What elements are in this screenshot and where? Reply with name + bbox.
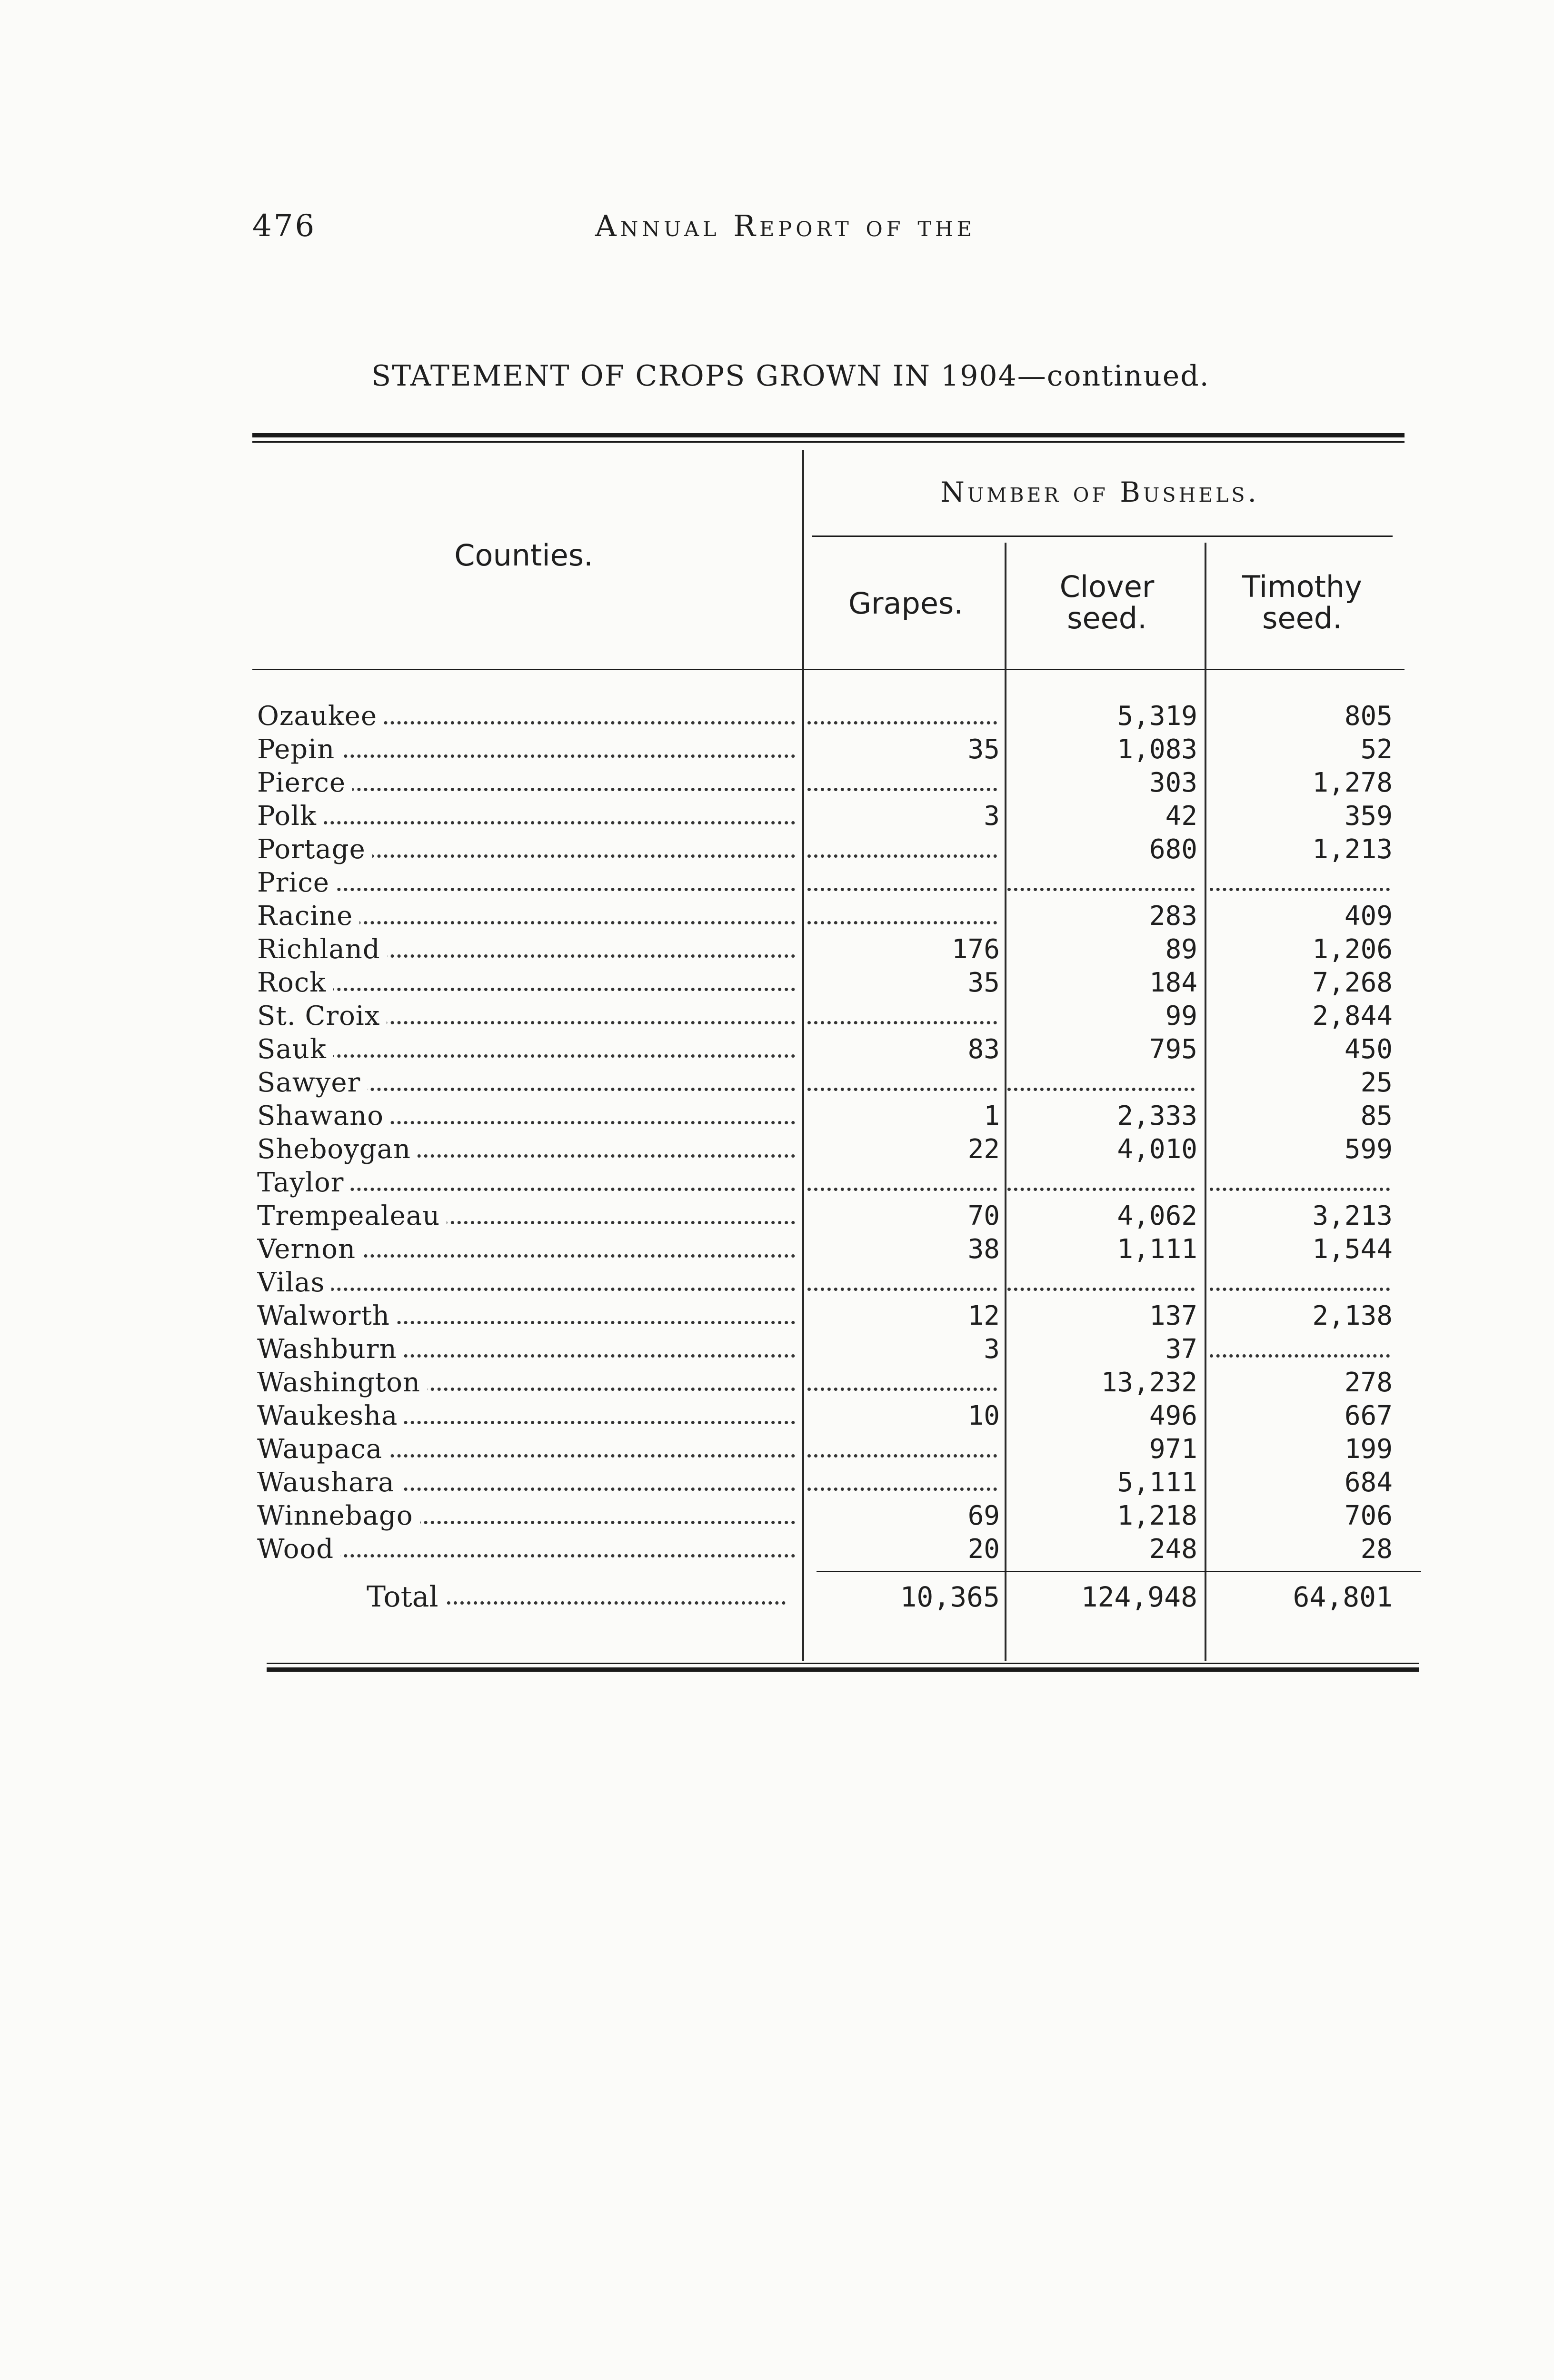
grapes-cell	[805, 900, 1000, 933]
header-number-of-bushels: Number of Bushels.	[940, 476, 1259, 508]
timothy-cell: 409	[1344, 901, 1393, 932]
timothy-cell: 706	[1344, 1500, 1393, 1531]
county-name: Waushara	[257, 1467, 401, 1498]
county-cell	[257, 1066, 800, 1100]
header-clover-seed	[1007, 571, 1207, 634]
empty-cell-leader	[1007, 1188, 1195, 1191]
grapes-cell: 69	[967, 1500, 1000, 1531]
grapes-cell	[805, 1433, 1000, 1466]
timothy-cell: 199	[1344, 1434, 1393, 1465]
county-cell	[257, 1299, 800, 1333]
clover-cell: 303	[1149, 767, 1197, 798]
table-row	[257, 700, 1424, 733]
clover-cell: 5,111	[1117, 1467, 1197, 1498]
grapes-cell	[805, 866, 1000, 900]
timothy-cell	[1207, 1166, 1393, 1200]
county-name: Washburn	[257, 1334, 404, 1365]
grapes-cell: 176	[951, 934, 1000, 965]
county-name: Taylor	[257, 1167, 350, 1198]
timothy-cell: 52	[1360, 734, 1393, 765]
timothy-cell: 359	[1344, 801, 1393, 832]
timothy-cell: 684	[1344, 1467, 1393, 1498]
timothy-cell: 28	[1360, 1534, 1393, 1565]
header-timothy-seed	[1207, 571, 1397, 634]
header-timothy-line1: Timothy	[1242, 569, 1362, 604]
grapes-cell: 1	[984, 1101, 1000, 1131]
county-name: Richland	[257, 934, 387, 965]
table-title: STATEMENT OF CROPS GROWN IN 1904—continued.	[371, 359, 1210, 393]
header-grapes: Grapes.	[848, 586, 964, 621]
county-cell	[257, 733, 800, 766]
county-cell	[257, 833, 800, 866]
table-row	[257, 1100, 1424, 1133]
grapes-cell	[805, 1066, 1000, 1100]
empty-cell-leader	[807, 1188, 997, 1191]
empty-cell-leader	[1210, 1288, 1390, 1291]
top-rule-thin	[252, 441, 1405, 443]
county-cell	[257, 1466, 800, 1499]
county-name: Price	[257, 867, 336, 898]
clover-cell: 795	[1149, 1034, 1197, 1065]
clover-cell: 1,111	[1117, 1234, 1197, 1265]
county-name: Racine	[257, 901, 359, 932]
timothy-cell: 2,138	[1312, 1300, 1393, 1331]
timothy-cell: 599	[1344, 1134, 1393, 1165]
empty-cell-leader	[1210, 1354, 1390, 1358]
clover-cell: 184	[1149, 967, 1197, 998]
county-name: Vilas	[257, 1267, 331, 1298]
timothy-cell: 25	[1360, 1067, 1393, 1098]
timothy-cell	[1207, 1333, 1393, 1366]
clover-cell: 4,010	[1117, 1134, 1197, 1165]
empty-cell-leader	[807, 1088, 997, 1091]
county-name: Vernon	[257, 1234, 362, 1265]
grapes-cell	[805, 1266, 1000, 1299]
county-cell	[257, 1399, 800, 1433]
timothy-cell: 1,206	[1312, 934, 1393, 965]
empty-cell-leader	[807, 788, 997, 791]
grapes-cell: 70	[967, 1200, 1000, 1231]
timothy-cell: 1,544	[1312, 1234, 1393, 1265]
county-cell	[257, 1366, 800, 1399]
grapes-cell: 35	[967, 734, 1000, 765]
table-row	[257, 1399, 1424, 1433]
county-cell	[257, 1100, 800, 1133]
table-row	[257, 1033, 1424, 1066]
clover-cell: 1,218	[1117, 1500, 1197, 1531]
clover-cell: 13,232	[1101, 1367, 1197, 1398]
county-cell	[257, 1166, 800, 1200]
table-row	[257, 1066, 1424, 1100]
county-cell	[257, 1033, 800, 1066]
county-name: Polk	[257, 801, 323, 832]
table-row	[257, 966, 1424, 1000]
table-row	[257, 1233, 1424, 1266]
table-row	[257, 866, 1424, 900]
total-label-cell	[367, 1578, 795, 1616]
table-row	[257, 1433, 1424, 1466]
grapes-cell: 35	[967, 967, 1000, 998]
county-cell	[257, 966, 800, 1000]
county-cell	[257, 866, 800, 900]
page-number: 476	[252, 208, 317, 244]
table-row	[257, 1266, 1424, 1299]
clover-cell	[1005, 1066, 1197, 1100]
timothy-cell: 7,268	[1312, 967, 1393, 998]
total-row	[257, 1578, 1424, 1616]
grapes-cell	[805, 700, 1000, 733]
table-row	[257, 1299, 1424, 1333]
table-row	[257, 933, 1424, 966]
empty-cell-leader	[1210, 1188, 1390, 1191]
empty-cell-leader	[807, 921, 997, 924]
total-timothy: 64,801	[1293, 1581, 1393, 1613]
total-rule	[817, 1571, 1421, 1572]
header-timothy-line2: seed.	[1262, 601, 1342, 635]
table-row	[257, 1200, 1424, 1233]
timothy-cell: 667	[1344, 1400, 1393, 1431]
county-cell	[257, 766, 800, 800]
clover-cell: 4,062	[1117, 1200, 1197, 1231]
empty-cell-leader	[807, 1454, 997, 1458]
grapes-cell	[805, 1166, 1000, 1200]
table-row	[257, 1533, 1424, 1566]
timothy-cell: 3,213	[1312, 1200, 1393, 1231]
clover-cell	[1005, 1266, 1197, 1299]
clover-cell	[1005, 1166, 1197, 1200]
grapes-cell	[805, 1000, 1000, 1033]
county-name: Portage	[257, 834, 372, 865]
county-name: Wood	[257, 1534, 340, 1565]
grapes-cell: 38	[967, 1234, 1000, 1265]
county-cell	[257, 1499, 800, 1533]
empty-cell-leader	[807, 888, 997, 891]
grapes-cell	[805, 1366, 1000, 1399]
header-clover-line2: seed.	[1067, 601, 1147, 635]
empty-cell-leader	[807, 854, 997, 858]
county-name: Rock	[257, 967, 333, 998]
header-counties: Counties.	[454, 538, 593, 573]
table-row	[257, 1133, 1424, 1166]
total-grapes: 10,365	[900, 1581, 1000, 1613]
county-cell	[257, 1533, 800, 1566]
table-row	[257, 833, 1424, 866]
timothy-cell	[1207, 866, 1393, 900]
timothy-cell: 805	[1344, 701, 1393, 732]
county-cell	[257, 1133, 800, 1166]
header-group-rule	[812, 536, 1393, 537]
empty-cell-leader	[807, 1388, 997, 1391]
top-rule-thick	[252, 433, 1405, 437]
timothy-cell: 1,213	[1312, 834, 1393, 865]
county-name: Ozaukee	[257, 701, 384, 732]
bottom-rule-thick	[267, 1667, 1419, 1672]
county-name: Sauk	[257, 1034, 333, 1065]
grapes-cell: 10	[967, 1400, 1000, 1431]
grapes-cell	[805, 766, 1000, 800]
county-name: Walworth	[257, 1300, 397, 1331]
clover-cell: 248	[1149, 1534, 1197, 1565]
bottom-rule-thin	[267, 1663, 1419, 1664]
header-clover-line1: Clover	[1059, 569, 1155, 604]
grapes-cell: 20	[967, 1534, 1000, 1565]
grapes-cell: 3	[984, 1334, 1000, 1365]
grapes-cell	[805, 1466, 1000, 1499]
table-row	[257, 1333, 1424, 1366]
timothy-cell	[1207, 1266, 1393, 1299]
clover-cell: 42	[1165, 801, 1197, 832]
table-row	[257, 1166, 1424, 1200]
timothy-cell: 2,844	[1312, 1001, 1393, 1031]
total-label: Total	[367, 1580, 446, 1614]
county-name: Waukesha	[257, 1400, 404, 1431]
clover-cell	[1005, 866, 1197, 900]
empty-cell-leader	[807, 1288, 997, 1291]
empty-cell-leader	[1007, 1088, 1195, 1091]
county-name: Pepin	[257, 734, 341, 765]
clover-cell: 137	[1149, 1300, 1197, 1331]
table-row	[257, 766, 1424, 800]
county-name: Sheboygan	[257, 1134, 418, 1165]
county-cell	[257, 1200, 800, 1233]
clover-cell: 2,333	[1117, 1101, 1197, 1131]
county-cell	[257, 900, 800, 933]
table-row	[257, 800, 1424, 833]
clover-cell: 89	[1165, 934, 1197, 965]
county-name: Sawyer	[257, 1067, 367, 1098]
empty-cell-leader	[1210, 888, 1390, 891]
empty-cell-leader	[1007, 1288, 1195, 1291]
county-name: Shawano	[257, 1101, 390, 1131]
clover-cell: 283	[1149, 901, 1197, 932]
clover-cell: 99	[1165, 1001, 1197, 1031]
table-row	[257, 1000, 1424, 1033]
timothy-cell: 85	[1360, 1101, 1393, 1131]
county-name: Pierce	[257, 767, 352, 798]
county-name: St. Croix	[257, 1001, 387, 1031]
county-name: Trempealeau	[257, 1200, 447, 1231]
clover-cell: 37	[1165, 1334, 1197, 1365]
empty-cell-leader	[807, 1021, 997, 1024]
clover-cell: 5,319	[1117, 701, 1197, 732]
county-rows	[257, 700, 1424, 1566]
clover-cell: 680	[1149, 834, 1197, 865]
county-name: Waupaca	[257, 1434, 389, 1465]
county-cell	[257, 700, 800, 733]
timothy-cell: 450	[1344, 1034, 1393, 1065]
county-name: Washington	[257, 1367, 427, 1398]
table-row	[257, 1499, 1424, 1533]
empty-cell-leader	[807, 721, 997, 724]
grapes-cell	[805, 833, 1000, 866]
grapes-cell: 3	[984, 801, 1000, 832]
table-row	[257, 900, 1424, 933]
county-name: Winnebago	[257, 1500, 420, 1531]
county-cell	[257, 1433, 800, 1466]
county-cell	[257, 1000, 800, 1033]
clover-cell: 1,083	[1117, 734, 1197, 765]
timothy-cell: 278	[1344, 1367, 1393, 1398]
header-bottom-rule	[252, 669, 1405, 670]
total-clover: 124,948	[1081, 1581, 1197, 1613]
clover-cell: 496	[1149, 1400, 1197, 1431]
grapes-cell: 22	[967, 1134, 1000, 1165]
empty-cell-leader	[807, 1488, 997, 1491]
county-cell	[257, 1333, 800, 1366]
clover-cell: 971	[1149, 1434, 1197, 1465]
timothy-cell: 1,278	[1312, 767, 1393, 798]
county-cell	[257, 1266, 800, 1299]
county-cell	[257, 933, 800, 966]
empty-cell-leader	[1007, 888, 1195, 891]
table-row	[257, 1366, 1424, 1399]
grapes-cell: 83	[967, 1034, 1000, 1065]
county-cell	[257, 800, 800, 833]
table-row	[257, 1466, 1424, 1499]
grapes-cell: 12	[967, 1300, 1000, 1331]
county-cell	[257, 1233, 800, 1266]
table-row	[257, 733, 1424, 766]
running-head: Annual Report of the	[595, 208, 976, 243]
